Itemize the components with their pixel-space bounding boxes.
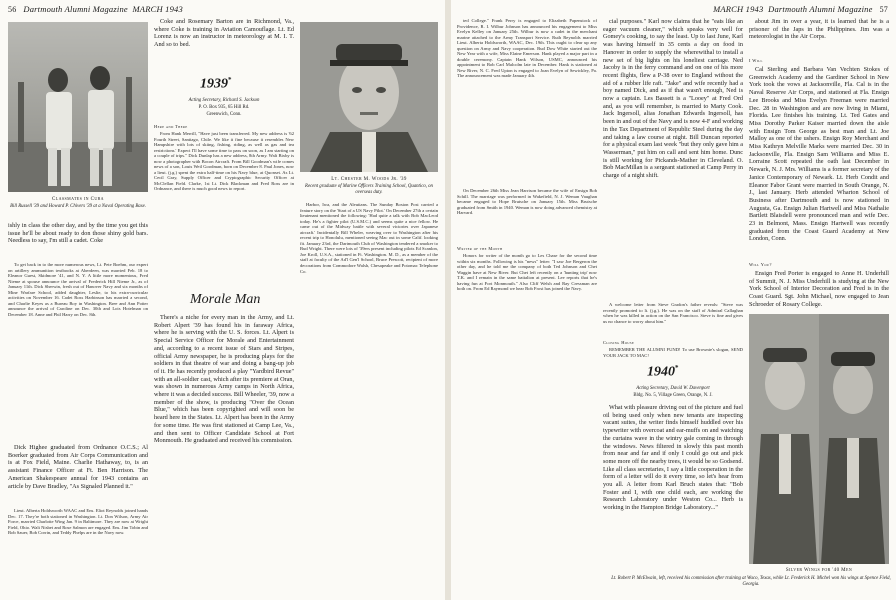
left-page — [0, 0, 445, 600]
class-1939-address-2: Greenwich, Conn. — [206, 112, 242, 117]
section-here-and-there: Here and There — [154, 124, 188, 129]
right-col2-sub — [603, 302, 743, 338]
right-col3-iwill-text: Cal Sterling and Barbara Van Vechten Stokes of Greenwich Academy and the Gardiner School in New York took the vows at Jacksonville, Fla. Cal is in the Naval Reserve Air Corps, and stationed at Fla. Ensign Lee Brooks and Miss Evelyn Freeman were married Dec. 28 in Washington and are now living in Miami, Florida. Lee finishes his training. Lt. Ted Gates and Miss Dorothy Parker Kaiser married down the aisle with Ensign Tom George as best man and Lt. Joe Malloy as one of the ushers. Ensign Roy Merchant and Miss Kathryn Melville Marks were married Dec. 30 in Jacksonville, Fla. Ensign Sam Williams and Miss E. Lorraine Scott repeated the oath last December in Newark, N. J. Mrs. Williams is a former secretary of the Janice Contemporary of Newark. Lt. Herb Condit and Eleanor Fabor Grant were married in South Orange, N. J., last January. Herb attended Wharton School of Business after Dartmouth and is now stationed in Augusta, Ga. Ensign Julian Hartwell and Miss Nathalie Bartlett Blaisdell were pronounced man and wife Dec. 23 in Belmont, Mass. Ensign Hartwell was recently graduated from the Coast Guard Academy at New London, Conn. — [749, 66, 889, 243]
class-1939-address-1: P. O. Box 935, 65 Hill Rd. — [198, 105, 250, 110]
morale-man-text: There's a niche for every man in the Army, and Lt. Robert Alpert '39 has found his in faraway Africa, where he is serving with the U. S. forces. Lt. Alpert is Special Service Officer for Morale and Entertainment and, according to a recent issue of Stars and Stripes, official Army newspaper, he is producing plays for the soldiers in that theatre of war and doing a bang-up job of it. He has recently produced a play "Yardbird Revue" with an all-soldier cast, which after its premiere at Oran, was shown in numerous Army camps in North Africa, where it was a decided success. Bill Wheeler, '39, now a member of the show, is producing "Over the Ocean Blue," which has been copyrighted and will soon be heard here in the States. Lt. Alpert has been in the Army for some time. He was first stationed at Camp Lee, Va., and then sent to Officer Candidate School at Fort Monmouth. He graduated and received his commission. — [154, 314, 294, 445]
silver-wings-caption: Lt. Robert P. McElwain, left, received his commission after training at Waco, Texas, while Lt. Frederick H. Michel won his wings at Spence Field, Georgia. — [611, 576, 891, 587]
left-lead-paragraph — [8, 222, 148, 260]
left-page-number: 56 — [8, 5, 17, 14]
class-1939-heading: 1939* — [200, 76, 232, 92]
left-running-head — [8, 4, 183, 14]
right-issue-date: MARCH 1943 — [713, 4, 764, 14]
photo-silver-wings — [749, 314, 889, 564]
right-col3-willyou — [749, 270, 889, 312]
left-col4-text: Harbor, Iwa, and the Aleutians. The Sunday Boston Post carried a feature story on the 'Start of a US Navy Pilot.' On December 27th a certain lieutenant mentioned the following: 'Had quite a talk with Bob MacLeod today. He's a fighter pilot (U.S.M.C.) and seems quite a nice fellow. He came out of the Midway battle with several victories over Japanese aircraft.' Incidentally Bill Wheler, weaving over to Washington after his recent trip to Honolulu, mentioned seeing Mac out in some Calif. looking fit. January 23rd, the Dartmouth Club of Washington tendered a smoker to Bud Wright. There were lots of '39ers present including pilots Ed Scanlon, Joe Kroll, U.S.A., stationed in Ft. Washington. M. D., as a member of the staff at faculty of the Ad'l Gen'l School, Bruce Prescott, recipient of more decorations from Commodore Walsh, Chesapeake and Potomac Telephone Co. — [300, 202, 438, 274]
woods-photo-caption: Recent graduate of Marine Officers Training School, Quantico, on overseas duty. — [305, 184, 433, 195]
right-col1-body — [457, 18, 597, 186]
cuba-photo-caption: Bill Russell '39 and Howard P. Chivers '39 at a Naval Operating Base. — [10, 204, 146, 209]
woods-photo-name: Lt. Chester M. Woods Jr. '39 — [331, 177, 407, 182]
right-col3-intro-text: about Jim in over a year, it is learned that he is a prisoner of the Japs in the Philippines. Jim was a meteorologist in the Air Corps. — [749, 18, 889, 41]
section-i-will: I Will — [749, 58, 763, 63]
left-issue-date: MARCH 1943 — [132, 4, 183, 14]
photo-classmates-cuba — [8, 22, 148, 192]
alumni-fund-reminder — [603, 347, 743, 361]
class-1940-year: 1940 — [647, 364, 675, 380]
morale-man-title: Morale Man — [190, 292, 261, 307]
class-1940-address: Bldg. No. 5, Village Green, Orange, N. J. — [633, 393, 713, 398]
left-col4-body — [300, 202, 438, 596]
right-col3-intro — [749, 18, 889, 54]
class-1940-secretary: Acting Secretary, David W. Davenport — [636, 386, 710, 391]
right-col3-willyou-text: Ensign Fred Porter is engaged to Anne H. Underhill of Summit, N. J. Miss Underhill is studying at the New York School of Interior Decoration and Fred is in the Coast Guard. Sgt. John Michael, now engaged to Jean Schroeder of Rosary College. — [749, 270, 889, 308]
right-col2-text: cial purposes." Karl now claims that he "eats like an eager vacuum cleaner," which speaks very well for Gomey's cooking, to say the least. Up to last June, Karl was having himself in 35 cents a day on food in Hanover in order to supply the wherewithal to install a new set of big lights on his loneliest carriage. Ned Jacoby is in the ferry command and on one of his more recent flights, flew a P-38 over to England without the aid of a rubber life raft. "Jake" and wife recently had a boy named Dick, and as if that wasn't enough, Ned is now a captain. Les Bassett is a "Looey" at Fred Ord and, as you will remember, is married to Marty Cook. Jack Ingersoll, alias Jonathan Edwards Ingersoll, has been in and out of the Navy and is now 4-F and working in the Tax Department of Republic Steel during the day and taking a law course at night. Bill Duncan reported for a physical exam last week "but they only gave him a Wasserman," put him on call and sent him home. Dunc is still working for Pickands-Mather in Cleveland. O. Bob MacMillan is a sergeant stationed at Camp Perry in charge of a night shift. — [603, 18, 743, 180]
left-col1-text: To get back in to the more numerous news, Lt. Pete Boehm, our expert on artillery ammunition textbooks at Aberdeen, was married Feb. 18 to Eleanor Guest, Skidmore '41, and N. Y. A little more momentous, Fred Nieme at spouse announce the arrival of Frederick Hill Nieme Jr., as of January 11th. Dick Sherwin, fresh out of Hanover Navy and six months of Mine Warfare School, added daughter, Leslie, to his extra-curricular activities on November 16. Cadet Ross Harbinson has married a second, and Charlie Keyes as a Bureau Boy in Washington. Bree and Ann Potter announce the arrival of Caroline on Dec. 30th and Lois Hotelman on December 18. Anne and Phil Harry on Dec. 8th. — [8, 262, 148, 317]
section-will-you: Will You? — [749, 262, 772, 267]
photo-chester-woods — [300, 22, 438, 172]
section-writer-of-month: Writer of the Month — [457, 246, 503, 251]
left-magazine-title: Dartmouth Alumni Magazine — [23, 4, 128, 14]
left-col1-body — [8, 262, 148, 440]
left-col3-body — [154, 131, 294, 279]
left-col2-body — [8, 508, 148, 596]
silver-wings-title: Silver Wings for '40 Men — [785, 568, 853, 573]
right-col2-body — [603, 18, 743, 300]
cuba-photo-image — [8, 22, 148, 192]
right-page-number: 57 — [879, 5, 888, 14]
right-col2-lower — [603, 404, 743, 596]
class-1940-heading: 1940* — [647, 364, 679, 380]
cuba-photo-title: Classmates in Cuba — [52, 197, 104, 202]
left-col3-intro — [154, 18, 294, 62]
right-col2-lower-text: What with pleasure driving out of the picture and fuel oil being used only when new tenants are inspecting vacant suites, the writer finds himself huddled over his typewriter with overcoat and ear-muffs on and watching the curtains wave in the wintry gale coming in through the windows. News filtered in slowly this past month from near and far and if only I could go out and pick some more off the nearby trees, it would be so Godsend. Like all class secretaries, I say a little cooperation in the form of a letter will do it every time, so let's hear from you all. A letter from Karl Bruch states that: "Bob Foster and I, with one child each, are working the Research Laboratory under Weston Co... Herb is working in the Hampton Bridge Laboratory..." — [603, 404, 743, 512]
right-col1-sub-text: On December 26th Miss Jean Harrison became the wife of Ensign Bob Schill. The marriage was performed in Wakefield, N. J. Weman Vaughan became engaged to Hope Brutsche on January 15th. Miss Brutsche graduated from Smith in 1940. Weman is now doing advanced chemistry at Harvard. — [457, 188, 597, 216]
right-page — [451, 0, 896, 600]
right-col1-sub — [457, 188, 597, 244]
left-highee-paragraph — [8, 444, 148, 504]
right-col1-text: ted College." Frank Perry is engaged to Elizabeth Papenstock of Providence, R. I. Wilbur Johnson has announced his engagement to Miss Evelyn Kelley on January 25th. Wilbur is now a cadet in the merchant marine attached to the Army Transport Service. Ruth Reynolds married Lieut. Alberta Holdsworth, WAAC, Dec. 19th. This ought to clear up any question on Army and Navy cooperation. Bud Dow White started out the New Year with a wife, Miss Elaine Emerson. Hank played a major part in a double ceremony. Captain Hank Wilson, USMC, announced his appointment to Bob Carl Malcolm late in December. Hank is stationed at New River, N. C. Fred Upton is engaged to Joan Evelyn of Sewickley, Pa. The announcement was made January 4th. — [457, 18, 597, 79]
woods-photo-image — [300, 22, 438, 172]
left-col3-intro-text: Coke and Rosemary Barton are in Richmond, Va., where Coke is training in Aviation Camouflage. Lt. Ed Lorenz is now an instructor in meteorology at M. I. T. And so to bed. — [154, 18, 294, 49]
left-col2-text: Lieut. Alberta Holdsworth WAAC and Ens. Eliot Reynolds joined hands Dec. 17. They're both stationed in Washington. Lt. Don Wilson, Army Air Force, married Charlotte Wing Jan. 9 in Baltimore. They are now at Wright Field, Ohio. Walt Nisbet and Rose Salmon are engaged. Ens. Jim Tobin and Bob Sauer, Bob Corrin, and Teddy Phelps are in the Navy now. — [8, 508, 148, 536]
left-col3-body-text: From Hank Merrill, "Have just been transferred. My new address is '62 Fourth Street, Santiago, Chile. We like it fine because it resembles New Hampshire with lots of skiing, fishing, riding, as well as gas and tea restrictions.' Expect I'll have some time to pass on soon, as I am starting on a couple of trips." Dick Dunlap has a new address, 8th Army. Walt Bixby is now a photographer with Bocon Aircraft. From Bill Goodman's wife comes news of a son, Louis Weil Goodman, born on December 8. Paul Jones, now a lieut. (j.g.) spent the extra half-time on his Navy blue, at Quonset. As Lt. Cecil Gray, Supply Officer and Cryptographic Security Officer at McClellan Field. Clarke, 1st Lt. Dick Blackman and Fred Ross are in Ordnance, and there is much good news to report. — [154, 131, 294, 192]
alumni-fund-reminder-text: REMEMBER THE ALUMNI FUND! To use Brownie's slogan, SEND YOUR JACK TO MAC! — [603, 347, 743, 358]
right-running-head — [713, 4, 888, 14]
section-closing-house: Closing House — [603, 340, 635, 345]
right-col2-sub-text: A welcome letter from Steve Gradon's father reveals: "Steve was recently promoted to lt. (j.g.). He was on the staff of Admiral Callaghan when he was killed in action on the San Francisco. Steve is fine and gives us no chance to worry about him." — [603, 302, 743, 324]
right-col1-writer — [457, 253, 597, 596]
morale-man-body — [154, 314, 294, 594]
right-col3-iwill — [749, 66, 889, 260]
class-1939-year: 1939 — [200, 76, 228, 92]
left-lead-text: ishly in class the other day, and by the time you get this issue he'll be about ready to don those shiny gold bars. Needless to say, I'm still a cadet. Coke — [8, 222, 148, 245]
right-magazine-title: Dartmouth Alumni Magazine — [768, 4, 873, 14]
left-highee-text: Dick Highee graduated from Ordnance O.C.S.; Al Boerker graduated from Air Corps Communication and is at Fox Field, Maine. Charlie Hathaway, to, is an assistant Finance Officer at Ft. Ben Harrison. The American Shakespeare annual for 1943 contains an article by Dave Bradley, "As Signaled Planned it." — [8, 444, 148, 490]
right-col1-writer-text: Honors for writer of the month go to Les Chase for the second time within six months. Following is his "news" letter: "I saw Joe Bergeron the other day, and he told me the company of both Ted Johnson and Chet Waggin have at New River. But Chet left recently on a 'hunting trip' now T.K. and I remain in the same battalion at present. Lee reports that he's having fun at Fort Monmouth." Also Cliff Welsh and Ray Cressman are both on. From Ed Raymond we hear Bob Frost has joined the Navy. — [457, 253, 597, 292]
silver-wings-photo-image — [749, 314, 889, 564]
class-1939-secretary: Acting Secretary, Richard S. Jackson — [188, 98, 260, 103]
